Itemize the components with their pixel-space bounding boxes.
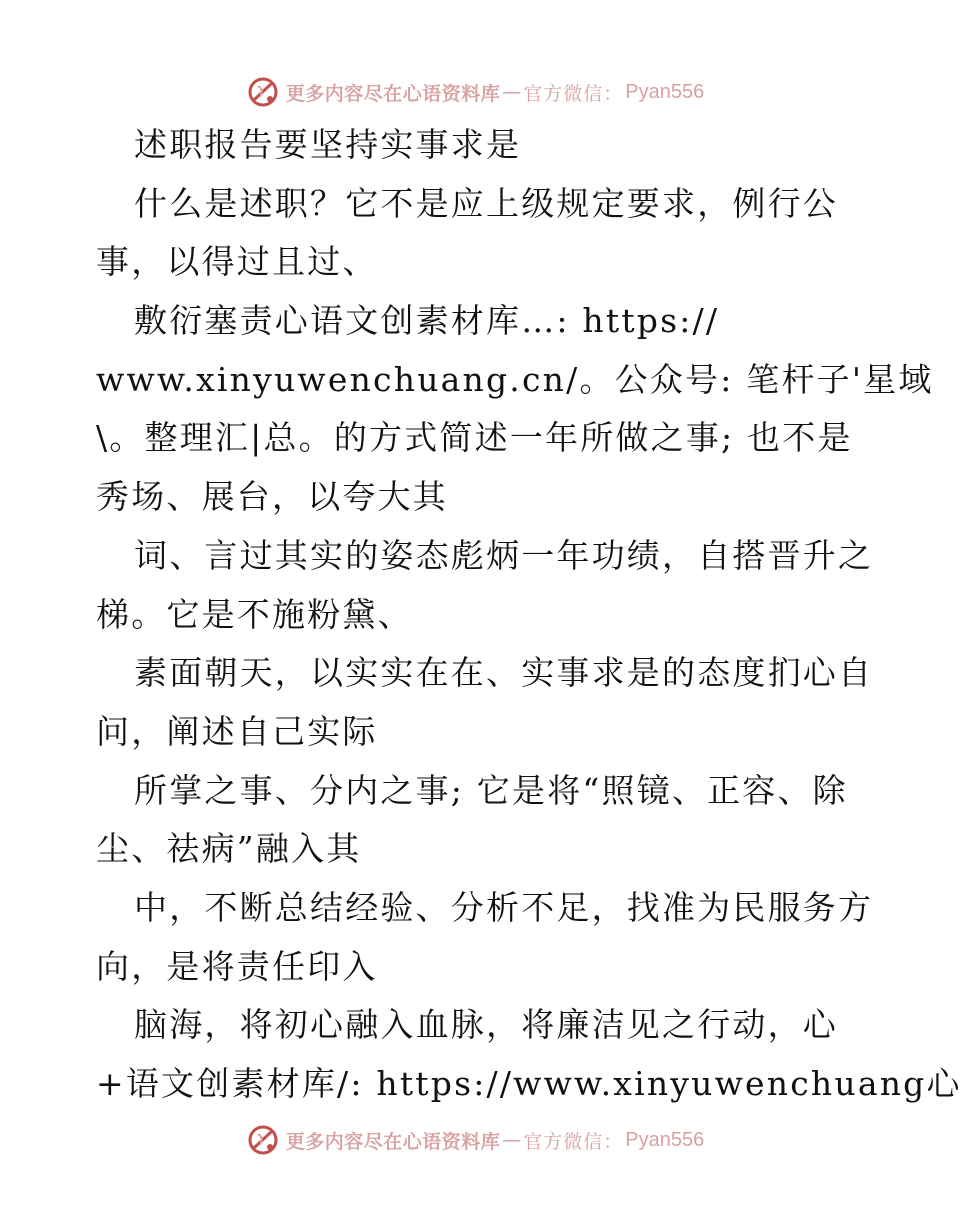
text-line: 素面朝天，以实实在在、实事求是的态度扪心自 xyxy=(134,653,874,693)
text-line: 事，以得过且过、 xyxy=(96,242,378,282)
document-body xyxy=(96,116,962,1114)
text-line: 向，是将责任印入 xyxy=(96,946,378,986)
banner-wechat-handle: Pyan556 xyxy=(625,1128,705,1151)
text-line: 脑海，将初心融入血脉，将廉洁见之行动，心 xyxy=(134,1005,838,1045)
text-line: 敷衍塞责心语文创素材库…: https:// xyxy=(134,301,720,341)
text-line: \。整理汇|总。的方式简述一年所做之事; 也不是 xyxy=(96,418,853,458)
brand-logo-icon xyxy=(246,1123,280,1157)
banner-slogan: 更多内容尽在心语资料库 xyxy=(285,1130,501,1153)
text-line: 所掌之事、分内之事; 它是将“照镜、正容、除 xyxy=(134,770,848,810)
brand-logo-icon xyxy=(246,75,280,109)
banner-dash: — xyxy=(502,81,522,103)
text-line: 中，不断总结经验、分析不足，找准为民服务方 xyxy=(134,887,874,927)
text-line: +语文创素材库/: https://www.xinyuwenchuang心 xyxy=(96,1064,962,1103)
text-line: 词、言过其实的姿态彪炳一年功绩，自搭晋升之 xyxy=(134,535,874,575)
text-line: www.xinyuwenchuang.cn/。公众号: 笔杆子'星域 xyxy=(96,359,934,399)
banner-dash: — xyxy=(502,1129,522,1151)
banner-slogan: 更多内容尽在心语资料库 xyxy=(285,82,501,105)
banner-wechat-handle: Pyan556 xyxy=(625,80,705,103)
text-line: 秀场、展台，以夸大其 xyxy=(96,477,448,517)
banner-wechat-label: 官方微信： xyxy=(523,1130,624,1153)
text-line: 尘、祛病”融入其 xyxy=(96,829,362,869)
header-banner xyxy=(0,72,950,112)
footer-banner xyxy=(0,1120,950,1160)
text-line: 梯。它是不施粉黛、 xyxy=(96,594,413,634)
text-line: 什么是述职？它不是应上级规定要求，例行公 xyxy=(134,183,838,223)
banner-wechat-label: 官方微信： xyxy=(523,82,624,105)
text-line: 问，阐述自己实际 xyxy=(96,711,378,751)
text-line: 述职报告要坚持实事求是 xyxy=(134,125,522,164)
